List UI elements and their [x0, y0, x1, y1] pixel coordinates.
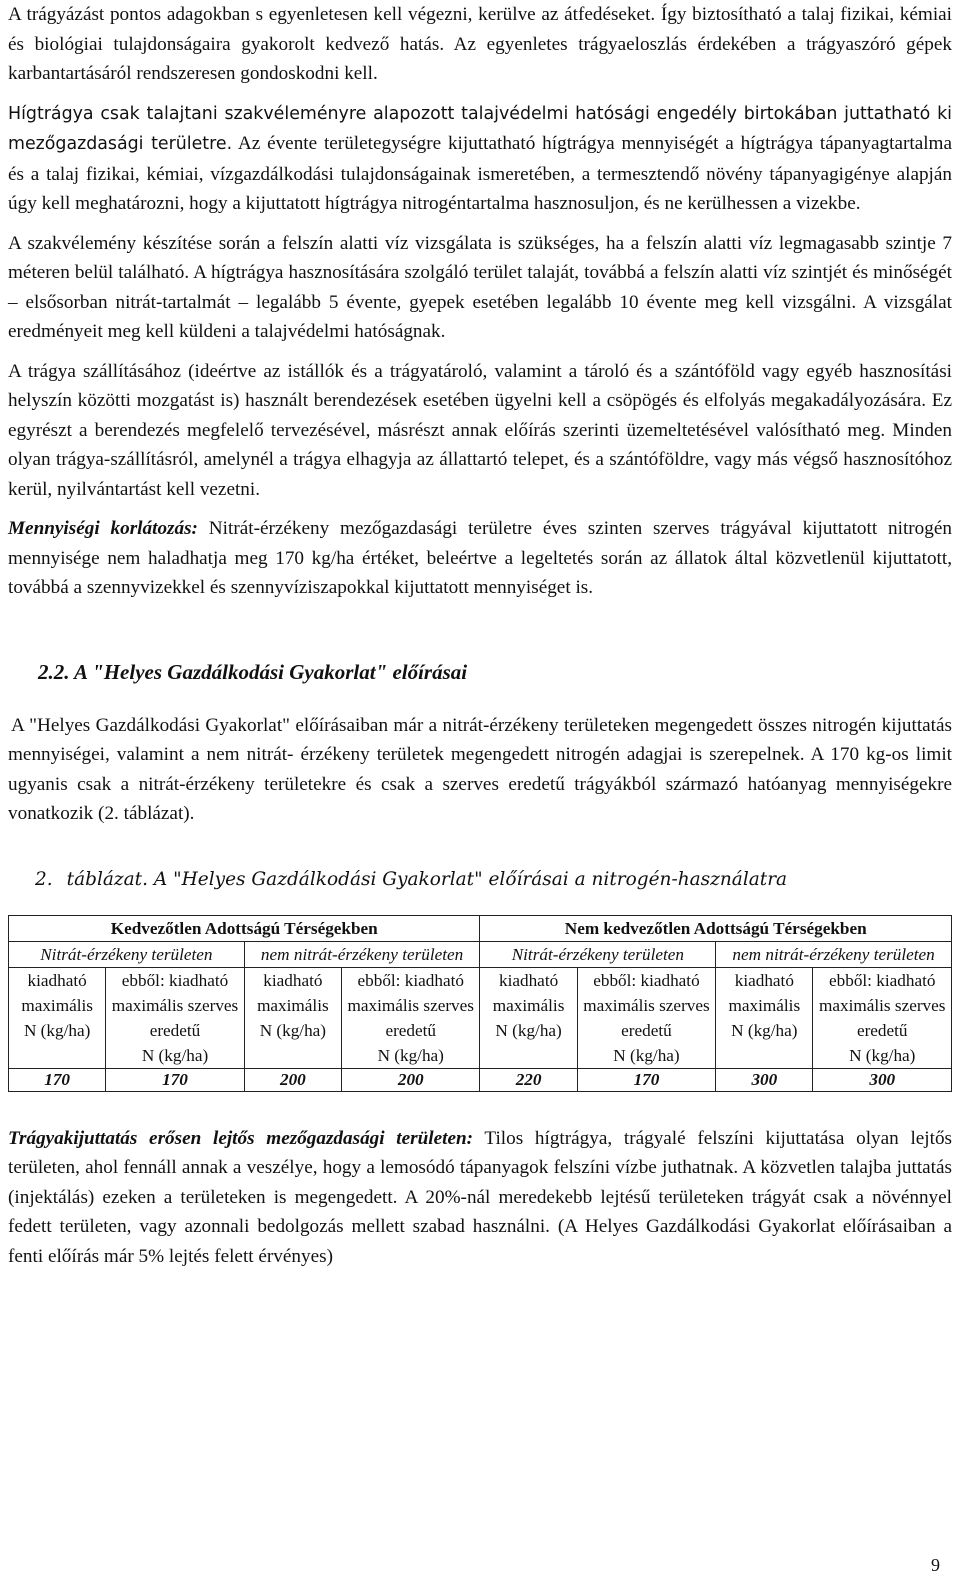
table-column-header: ebből: kiadható maximális szerves eredetű N (kg/ha)	[577, 967, 715, 1068]
table-cell: 170	[9, 1068, 106, 1091]
table-column-header: kiadható maximális N (kg/ha)	[480, 967, 577, 1068]
paragraph-2-sans-part: Hígtrágya csak talajtani szakvéleményre alapozott talajvédelmi hatósági engedély birtokában juttatható ki mezőgazdasági területre.	[8, 103, 952, 154]
paragraph-2	[8, 99, 952, 219]
table-caption-number: 2.	[35, 868, 53, 890]
paragraph-7-lead: Trágyakijuttatás erősen lejtős mezőgazdasági területen:	[8, 1127, 474, 1149]
document-page	[8, 0, 952, 1271]
table-cell: 300	[813, 1068, 952, 1091]
table-cell: 200	[342, 1068, 480, 1091]
paragraph-7-body: Tilos hígtrágya, trágyalé felszíni kijuttatása olyan lejtős területen, ahol fennáll annak a veszélye, hogy a lemosódó tápanyagok felszíni vízbe juthatnak. A közvetlen talajba juttatás (injektálás) ezeken a területeken is megengedett. A 20%-nál meredekebb lejtésű területeken trágyát csak a növénnyel fedett területen, vagy azonnali bedolgozás mellett szabad használni. (A Helyes Gazdálkodási Gyakorlat előírásaiban a fenti előírás már 5% lejtés felett érvényes)	[8, 1127, 953, 1267]
table-column-header: kiadható maximális N (kg/ha)	[716, 967, 813, 1068]
table-column-header: kiadható maximális N (kg/ha)	[244, 967, 341, 1068]
table-column-header: ebből: kiadható maximális szerves eredetű N (kg/ha)	[106, 967, 244, 1068]
table-caption-text: táblázat. A "Helyes Gazdálkodási Gyakorlat" előírásai a nitrogén-használatra	[66, 868, 788, 890]
paragraph-3: A szakvélemény készítése során a felszín alatti víz vizsgálata is szükséges, ha a felszín alatti víz legmagasabb szintje 7 méteren belül található. A hígtrágya hasznosítására szolgáló terület talaját, továbbá a felszín alatti víz szintjét és minőségét – elsősorban nitrát-tartalmát – legalább 5 évente, gyepek esetében legalább 10 évente meg kell vizsgálni. A vizsgálat eredményeit meg kell küldeni a talajvédelmi hatóságnak.	[8, 232, 952, 342]
table-subgroup-header: Nitrát-érzékeny területen	[480, 941, 716, 967]
paragraph-1: A trágyázást pontos adagokban s egyenletesen kell végezni, kerülve az átfedéseket. Így biztosítható a talaj fizikai, kémiai és biológiai tulajdonságaira gyakorolt kedvező hatás. Az egyenletes trágyaeloszlás érdekében a trágyaszóró gépek karbantartásáról rendszeresen gondoskodni kell.	[8, 4, 952, 84]
table-cell: 170	[577, 1068, 715, 1091]
paragraph-4: A trágya szállításához (ideértve az istállók és a trágyatároló, valamint a tároló és a szántóföld vagy egyéb hasznosítási helyszín közötti mozgatást is) használt berendezések esetében ügyelni kell a csöpögés és elfolyás megakadályozására. Ez egyrészt a berendezés megfelelő tervezésével, másrészt annak előírás szerinti üzemeltetésével valósítható meg. Minden olyan trágya-szállításról, amelynél a trágya elhagyja az állattartó telepet, és a szántóföldre, vagy más végső hasznosítóhoz kerül, nyilvántartást kell vezetni.	[8, 360, 952, 500]
table-cell: 300	[716, 1068, 813, 1091]
table-caption	[35, 867, 952, 893]
table-cell: 200	[244, 1068, 341, 1091]
paragraph-7	[8, 1124, 952, 1272]
table-cell: 170	[106, 1068, 244, 1091]
table-column-header: ebből: kiadható maximális szerves eredetű N (kg/ha)	[342, 967, 480, 1068]
table-subgroup-header: nem nitrát-érzékeny területen	[244, 941, 480, 967]
paragraph-6: A "Helyes Gazdálkodási Gyakorlat" előírásaiban már a nitrát-érzékeny területeken megengedett összes nitrogén kijuttatás mennyiségei, valamint a nem nitrát- érzékeny területek megengedett nitrogén adagjai is szerepelnek. A 170 kg-os limit ugyanis csak a nitrát-érzékeny területekre és csak a szerves eredetű trágyákból származó hatóanyag mennyiségekre vonatkozik (2. táblázat).	[8, 714, 952, 824]
table-subgroup-row	[9, 941, 952, 967]
section-heading: 2.2. A "Helyes Gazdálkodási Gyakorlat" előírásai	[38, 659, 468, 684]
table-subgroup-header: Nitrát-érzékeny területen	[9, 941, 245, 967]
paragraph-5-body: Nitrát-érzékeny mezőgazdasági területre éves szinten szerves trágyával kijuttatott nitrogén mennyisége nem haladhatja meg 170 kg/ha értéket, beleértve a legeltetés során az állatok által közvetlenül kijuttatott, továbbá a szennyvizekkel és szennyvíziszapokkal kijuttatott mennyiséget is.	[8, 518, 952, 598]
table-column-header-row	[9, 967, 952, 1068]
paragraph-5-lead: Mennyiségi korlátozás:	[8, 518, 198, 539]
paragraph-2-serif-part: Az évente területegységre kijuttatható hígtrágya mennyiségét a hígtrágya tápanyagtartalma és a talaj fizikai, kémiai, vízgazdálkodási tulajdonságainak ismeretében, a termesztendő növény tápanyagigénye alapján úgy kell meghatározni, hogy a kijuttatott hígtrágya nitrogéntartalma hasznosuljon, és ne kerülhessen a vizekbe.	[8, 133, 952, 214]
table-group-row	[9, 915, 952, 941]
table-group-header: Kedvezőtlen Adottságú Térségekben	[9, 915, 480, 941]
table-column-header: kiadható maximális N (kg/ha)	[9, 967, 106, 1068]
table-group-header: Nem kedvezőtlen Adottságú Térségekben	[480, 915, 952, 941]
page-number: 9	[931, 1555, 940, 1575]
table-row	[9, 1068, 952, 1091]
table-column-header: ebből: kiadható maximális szerves eredetű N (kg/ha)	[813, 967, 952, 1068]
nitrogen-limits-table	[8, 915, 952, 1092]
table-subgroup-header: nem nitrát-érzékeny területen	[716, 941, 952, 967]
table-cell: 220	[480, 1068, 577, 1091]
paragraph-5	[8, 514, 952, 603]
